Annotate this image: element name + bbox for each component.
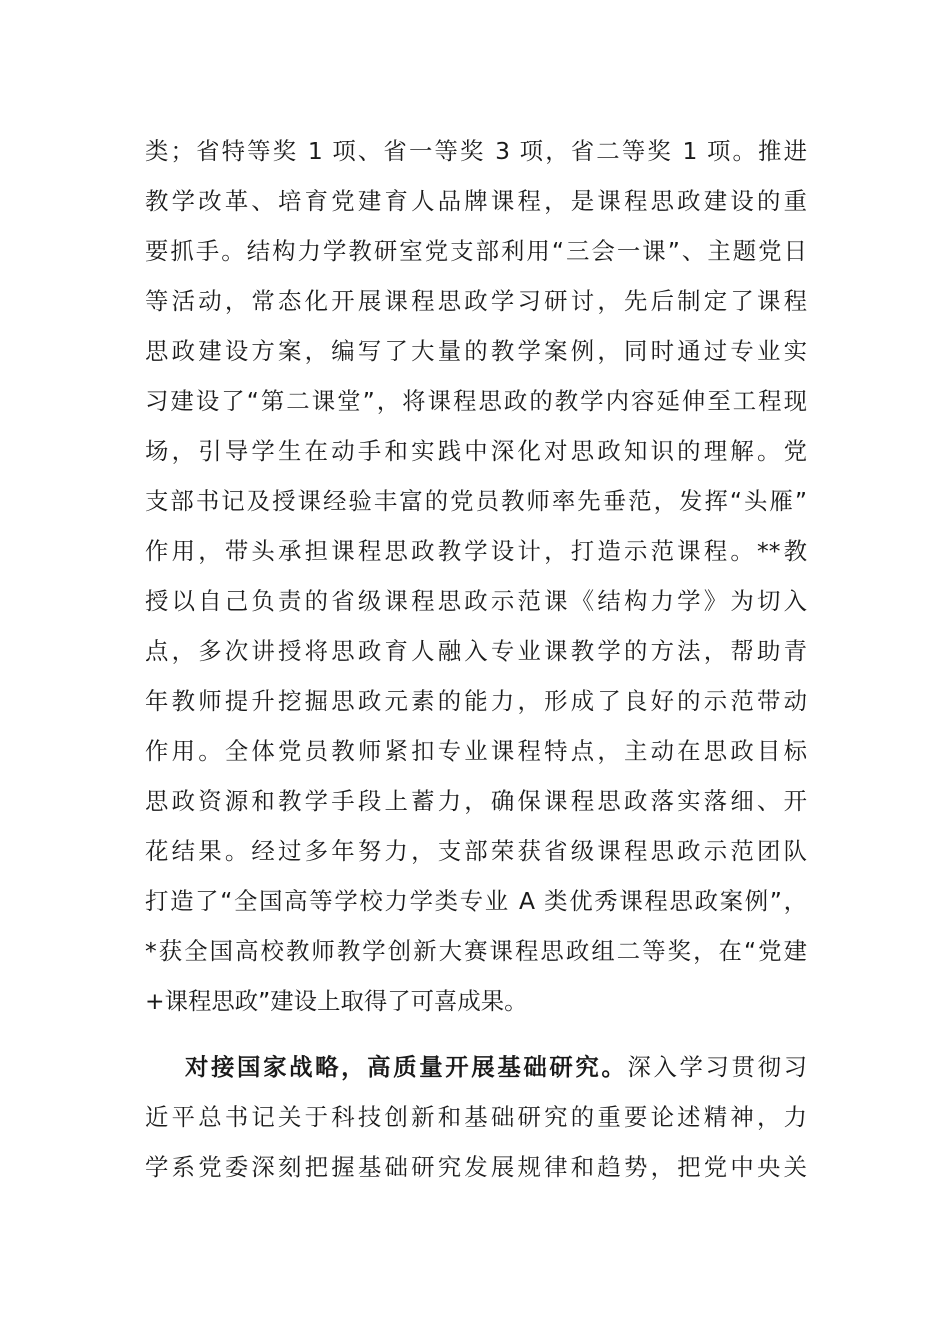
paragraph-line: 支部书记及授课经验丰富的党员教师率先垂范，发挥“头雁” xyxy=(145,487,807,515)
paragraph-teaching-reform xyxy=(145,126,807,1026)
paragraph-line: 作用。全体党员教师紧扣专业课程特点，主动在思政目标 xyxy=(145,737,807,765)
paragraph-line: *获全国高校教师教学创新大赛课程思政组二等奖，在“党建 xyxy=(145,937,807,965)
paragraph-line: 点，多次讲授将思政育人融入专业课教学的方法，帮助青 xyxy=(145,637,807,665)
paragraph-line: 场，引导学生在动手和实践中深化对思政知识的理解。党 xyxy=(145,437,807,465)
paragraph-line: 思政建设方案，编写了大量的教学案例，同时通过专业实 xyxy=(145,337,807,365)
paragraph-line: 类；省特等奖 1 项、省一等奖 3 项，省二等奖 1 项。推进 xyxy=(145,137,807,165)
paragraph-line: 等活动，常态化开展课程思政学习研讨，先后制定了课程 xyxy=(145,287,807,315)
paragraph-basic-research xyxy=(145,1042,807,1192)
paragraph-first-line-text: 深入学习贯彻习 xyxy=(627,1053,808,1081)
paragraph-line: 授以自己负责的省级课程思政示范课《结构力学》为切入 xyxy=(145,587,807,615)
paragraph-line: 教学改革、培育党建育人品牌课程，是课程思政建设的重 xyxy=(145,187,807,215)
paragraph-line: 花结果。经过多年努力，支部荣获省级课程思政示范团队 xyxy=(145,837,807,865)
paragraph-line: 作用，带头承担课程思政教学设计，打造示范课程。**教 xyxy=(145,537,807,565)
paragraph-line: 年教师提升挖掘思政元素的能力，形成了良好的示范带动 xyxy=(145,687,807,715)
document-body xyxy=(145,126,807,1192)
paragraph-heading: 对接国家战略，高质量开展基础研究。 xyxy=(185,1053,628,1081)
paragraph-line: 近平总书记关于科技创新和基础研究的重要论述精神，力 xyxy=(145,1103,807,1131)
paragraph-first-line xyxy=(145,1042,807,1092)
paragraph-line: 习建设了“第二课堂”，将课程思政的教学内容延伸至工程现 xyxy=(145,387,807,415)
paragraph-line: 要抓手。结构力学教研室党支部利用“三会一课”、主题党日 xyxy=(145,237,807,265)
paragraph-line: 打造了“全国高等学校力学类专业 A 类优秀课程思政案例”， xyxy=(145,887,807,915)
paragraph-line: 思政资源和教学手段上蓄力，确保课程思政落实落细、开 xyxy=(145,787,807,815)
paragraph-line: 学系党委深刻把握基础研究发展规律和趋势，把党中央关 xyxy=(145,1153,807,1181)
paragraph-line: +课程思政”建设上取得了可喜成果。 xyxy=(145,987,528,1015)
paragraph-spacer xyxy=(145,1026,807,1042)
